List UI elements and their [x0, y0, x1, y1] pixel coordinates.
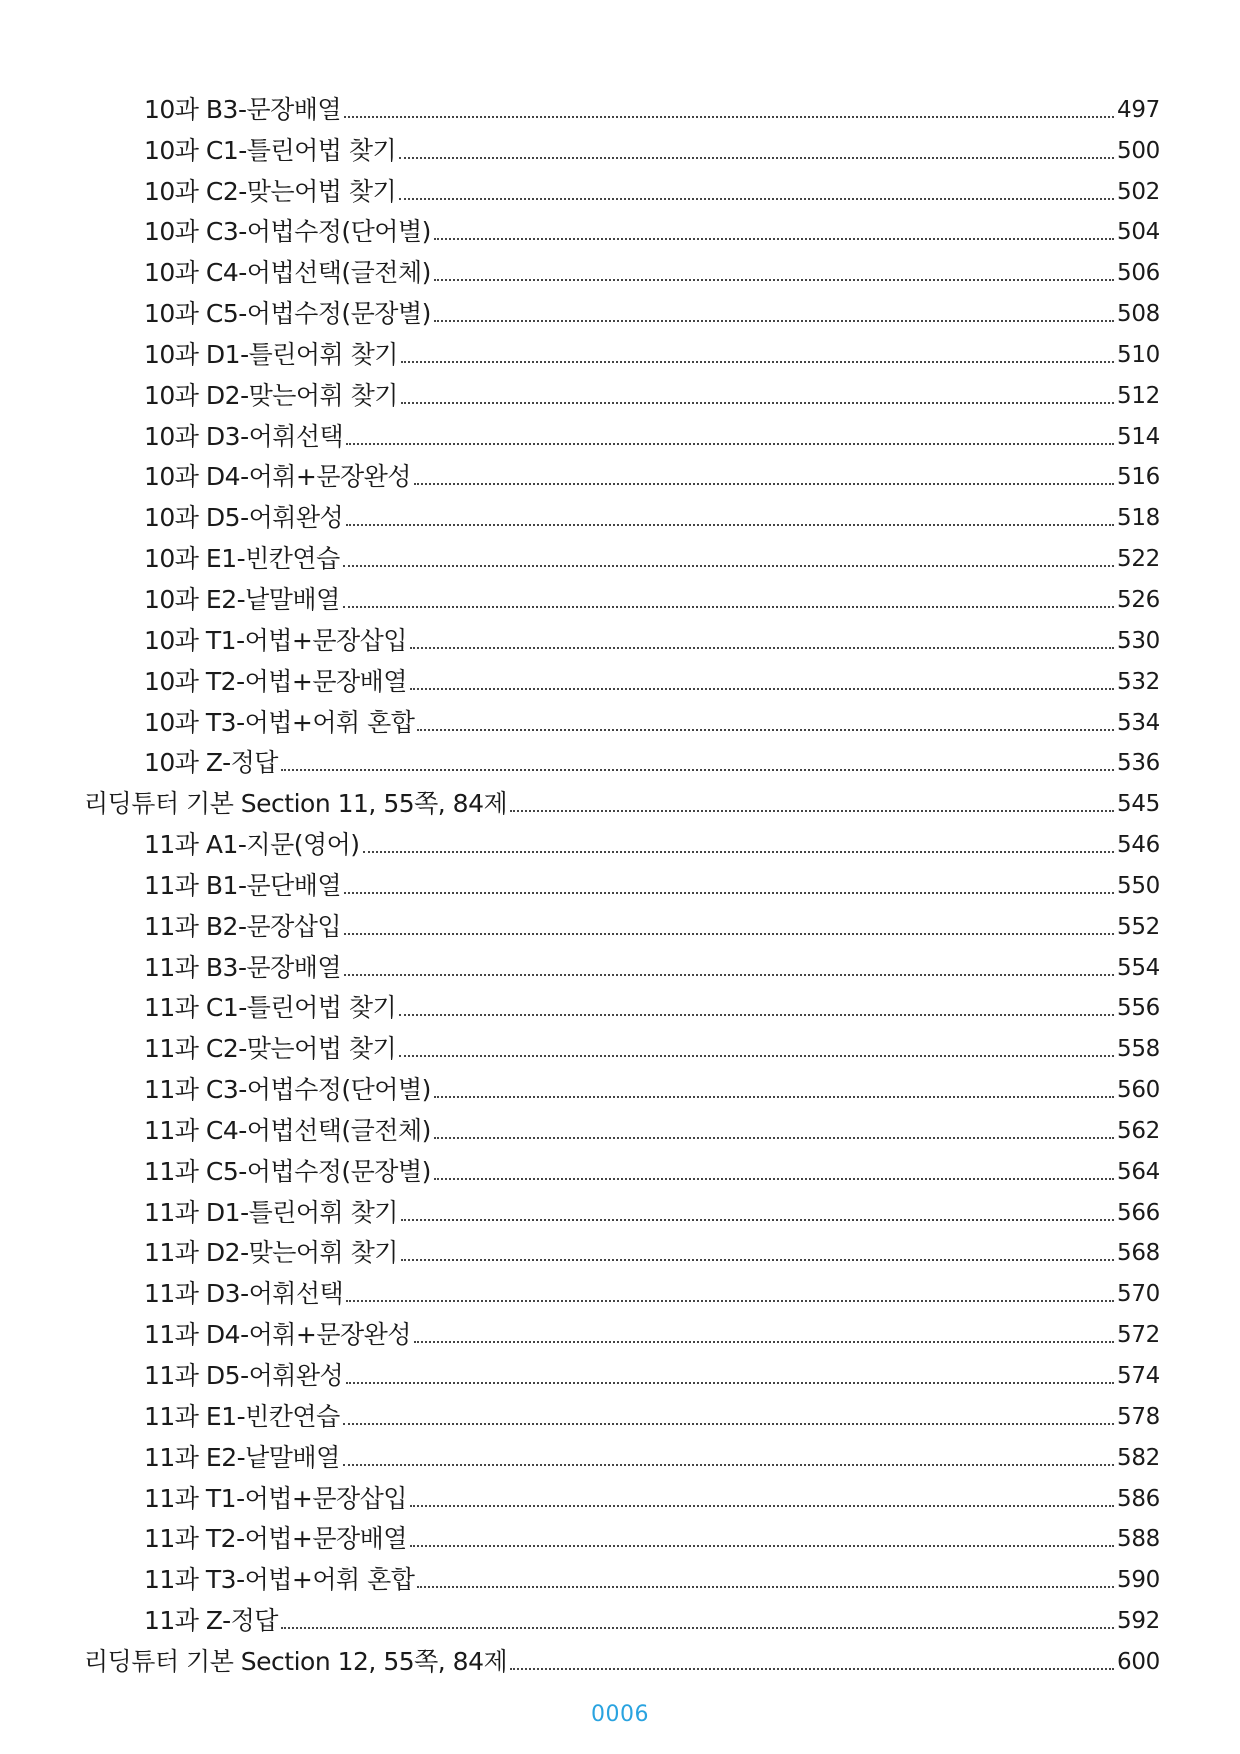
toc-entry-title: 11과 E1-빈칸연습 [144, 1401, 340, 1431]
toc-entry-page-number: 550 [1117, 872, 1160, 899]
toc-dot-leader [410, 1545, 1114, 1547]
toc-entry-page-number: 558 [1117, 1036, 1160, 1063]
toc-lesson-entry[interactable] [0, 574, 1240, 615]
toc-entry-title: 11과 Z-정답 [144, 1606, 278, 1636]
toc-lesson-entry[interactable] [0, 1432, 1240, 1473]
toc-dot-leader [343, 565, 1114, 567]
toc-entry-title: 11과 A1-지문(영어) [144, 830, 360, 860]
toc-entry-page-number: 497 [1117, 96, 1160, 123]
toc-entry-page-number: 600 [1117, 1648, 1160, 1675]
toc-dot-leader [281, 1627, 1114, 1629]
toc-lesson-entry[interactable] [0, 615, 1240, 656]
toc-entry-page-number: 506 [1117, 260, 1160, 287]
toc-entry-page-number: 586 [1117, 1485, 1160, 1512]
toc-section-entry[interactable] [0, 1636, 1240, 1677]
toc-entry-page-number: 504 [1117, 219, 1160, 246]
toc-dot-leader [343, 1464, 1114, 1466]
toc-entry-title: 10과 D1-틀린어휘 찾기 [144, 339, 398, 369]
toc-entry-title: 10과 C3-어법수정(단어별) [144, 217, 431, 247]
toc-dot-leader [401, 1259, 1114, 1261]
toc-dot-leader [434, 1096, 1114, 1098]
toc-entry-title: 11과 C4-어법선택(글전체) [144, 1115, 431, 1145]
toc-entry-page-number: 570 [1117, 1281, 1160, 1308]
toc-entry-page-number: 545 [1117, 791, 1160, 818]
toc-entry-title: 11과 D1-틀린어휘 찾기 [144, 1197, 398, 1227]
toc-lesson-entry[interactable] [0, 1514, 1240, 1555]
toc-dot-leader [344, 933, 1114, 935]
toc-entry-page-number: 564 [1117, 1158, 1160, 1185]
toc-dot-leader [401, 1219, 1114, 1221]
toc-lesson-entry[interactable] [0, 1187, 1240, 1228]
toc-dot-leader [410, 647, 1114, 649]
toc-lesson-entry[interactable] [0, 207, 1240, 248]
toc-lesson-entry[interactable] [0, 1105, 1240, 1146]
toc-lesson-entry[interactable] [0, 166, 1240, 207]
toc-lesson-entry[interactable] [0, 452, 1240, 493]
toc-entry-title: 11과 D3-어휘선택 [144, 1279, 344, 1309]
toc-entry-page-number: 510 [1117, 341, 1160, 368]
toc-lesson-entry[interactable] [0, 1391, 1240, 1432]
toc-dot-leader [414, 1341, 1114, 1343]
toc-entry-page-number: 568 [1117, 1240, 1160, 1267]
toc-dot-leader [344, 974, 1114, 976]
toc-entry-page-number: 578 [1117, 1403, 1160, 1430]
toc-entry-page-number: 566 [1117, 1199, 1160, 1226]
toc-entry-page-number: 532 [1117, 668, 1160, 695]
toc-entry-title: 11과 T1-어법+문장삽입 [144, 1483, 407, 1513]
toc-lesson-entry[interactable] [0, 1064, 1240, 1105]
toc-entry-title: 10과 C4-어법선택(글전체) [144, 258, 431, 288]
toc-entry-page-number: 552 [1117, 913, 1160, 940]
toc-entry-page-number: 536 [1117, 750, 1160, 777]
toc-lesson-entry[interactable] [0, 84, 1240, 125]
toc-entry-page-number: 592 [1117, 1608, 1160, 1635]
toc-dot-leader [434, 279, 1114, 281]
toc-lesson-entry[interactable] [0, 247, 1240, 288]
toc-dot-leader [346, 443, 1114, 445]
toc-entry-page-number: 502 [1117, 178, 1160, 205]
toc-dot-leader [346, 1300, 1114, 1302]
toc-entry-title: 11과 D5-어휘완성 [144, 1361, 344, 1390]
toc-entry-title: 리딩튜터 기본 Section 11, 55쪽, 84제 [84, 789, 508, 819]
toc-lesson-entry[interactable] [0, 288, 1240, 329]
toc-lesson-entry[interactable] [0, 1309, 1240, 1350]
toc-entry-title: 10과 C2-맞는어법 찾기 [144, 176, 397, 206]
toc-dot-leader [344, 116, 1114, 118]
toc-dot-leader [346, 524, 1114, 526]
toc-entry-page-number: 508 [1117, 301, 1160, 328]
toc-entry-title: 10과 C1-틀린어법 찾기 [144, 135, 397, 165]
toc-entry-title: 10과 D2-맞는어휘 찾기 [144, 380, 398, 410]
toc-entry-title: 10과 T3-어법+어휘 혼합 [144, 707, 415, 737]
toc-entry-title: 11과 C5-어법수정(문장별) [144, 1156, 431, 1186]
toc-lesson-entry[interactable] [0, 329, 1240, 370]
toc-dot-leader [399, 1014, 1114, 1016]
toc-dot-leader [434, 320, 1114, 322]
toc-entry-title: 11과 B3-문장배열 [144, 952, 342, 982]
toc-dot-leader [410, 688, 1114, 690]
toc-entry-page-number: 516 [1117, 464, 1160, 491]
toc-lesson-entry[interactable] [0, 1268, 1240, 1309]
toc-dot-leader [401, 402, 1114, 404]
toc-lesson-entry[interactable] [0, 656, 1240, 697]
toc-dot-leader [510, 810, 1114, 812]
toc-lesson-entry[interactable] [0, 1350, 1240, 1391]
toc-entry-title: 10과 B3-문장배열 [144, 94, 342, 124]
toc-lesson-entry[interactable] [0, 860, 1240, 901]
toc-dot-leader [343, 1423, 1114, 1425]
toc-lesson-entry[interactable] [0, 942, 1240, 983]
toc-entry-title: 10과 D4-어휘+문장완성 [144, 462, 411, 492]
toc-entry-title: 11과 C1-틀린어법 찾기 [144, 993, 397, 1023]
toc-entry-page-number: 522 [1117, 546, 1160, 573]
toc-entry-page-number: 546 [1117, 832, 1160, 859]
toc-entry-title: 10과 D5-어휘완성 [144, 503, 344, 533]
toc-dot-leader [417, 729, 1114, 731]
toc-entry-page-number: 514 [1117, 423, 1160, 450]
toc-dot-leader [346, 1382, 1114, 1384]
toc-dot-leader [434, 1137, 1114, 1139]
toc-entry-title: 10과 E1-빈칸연습 [144, 544, 340, 574]
toc-entry-page-number: 518 [1117, 505, 1160, 532]
toc-entry-title: 10과 D3-어휘선택 [144, 421, 344, 451]
toc-entry-page-number: 530 [1117, 627, 1160, 654]
toc-entry-title: 10과 C5-어법수정(문장별) [144, 299, 431, 329]
toc-dot-leader [434, 238, 1114, 240]
toc-entry-title: 10과 E2-낱말배열 [144, 584, 340, 614]
toc-lesson-entry[interactable] [0, 819, 1240, 860]
toc-entry-title: 11과 T2-어법+문장배열 [144, 1524, 407, 1554]
toc-entry-title: 11과 E2-낱말배열 [144, 1442, 340, 1472]
toc-entry-page-number: 534 [1117, 709, 1160, 736]
toc-entry-page-number: 560 [1117, 1077, 1160, 1104]
toc-lesson-entry[interactable] [0, 125, 1240, 166]
toc-lesson-entry[interactable] [0, 738, 1240, 779]
toc-lesson-entry[interactable] [0, 492, 1240, 533]
toc-dot-leader [399, 198, 1114, 200]
toc-entry-title: 11과 B1-문단배열 [144, 870, 342, 900]
toc-lesson-entry[interactable] [0, 411, 1240, 452]
toc-lesson-entry[interactable] [0, 1228, 1240, 1269]
toc-entry-page-number: 500 [1117, 137, 1160, 164]
toc-dot-leader [281, 769, 1114, 771]
toc-lesson-entry[interactable] [0, 1473, 1240, 1514]
toc-lesson-entry[interactable] [0, 1146, 1240, 1187]
toc-section-entry[interactable] [0, 778, 1240, 819]
toc-entry-title: 11과 B2-문장삽입 [144, 911, 342, 941]
toc-dot-leader [399, 1055, 1114, 1057]
toc-dot-leader [399, 157, 1114, 159]
toc-entry-page-number: 574 [1117, 1363, 1160, 1389]
toc-entry-title: 11과 T3-어법+어휘 혼합 [144, 1565, 415, 1595]
toc-lesson-entry[interactable] [0, 533, 1240, 574]
toc-entry-title: 11과 D2-맞는어휘 찾기 [144, 1238, 398, 1268]
toc-lesson-entry[interactable] [0, 983, 1240, 1024]
toc-dot-leader [417, 1586, 1114, 1588]
toc-entry-title: 10과 Z-정답 [144, 748, 278, 778]
table-of-contents [0, 84, 1240, 1677]
toc-dot-leader [414, 483, 1114, 485]
toc-entry-page-number: 590 [1117, 1567, 1160, 1594]
toc-dot-leader [401, 361, 1114, 363]
toc-dot-leader [344, 892, 1114, 894]
toc-entry-title: 10과 T1-어법+문장삽입 [144, 625, 407, 655]
toc-entry-page-number: 572 [1117, 1322, 1160, 1349]
toc-entry-title: 11과 C2-맞는어법 찾기 [144, 1034, 397, 1064]
toc-entry-page-number: 554 [1117, 954, 1160, 981]
toc-entry-page-number: 588 [1117, 1526, 1160, 1553]
toc-entry-title: 10과 T2-어법+문장배열 [144, 666, 407, 696]
toc-dot-leader [410, 1505, 1114, 1507]
toc-entry-title: 11과 C3-어법수정(단어별) [144, 1075, 431, 1105]
toc-dot-leader [510, 1668, 1114, 1670]
toc-lesson-entry[interactable] [0, 697, 1240, 738]
toc-lesson-entry[interactable] [0, 1023, 1240, 1064]
toc-entry-title: 리딩튜터 기본 Section 12, 55쪽, 84제 [84, 1646, 508, 1676]
toc-entry-page-number: 562 [1117, 1117, 1160, 1144]
toc-lesson-entry[interactable] [0, 1595, 1240, 1636]
page-number: 0006 [591, 1702, 649, 1727]
toc-lesson-entry[interactable] [0, 901, 1240, 942]
toc-entry-page-number: 556 [1117, 995, 1160, 1022]
toc-dot-leader [434, 1178, 1114, 1180]
toc-entry-page-number: 582 [1117, 1444, 1160, 1471]
toc-entry-page-number: 526 [1117, 586, 1160, 613]
toc-entry-title: 11과 D4-어휘+문장완성 [144, 1320, 411, 1350]
toc-entry-page-number: 512 [1117, 382, 1160, 409]
toc-dot-leader [343, 606, 1114, 608]
toc-lesson-entry[interactable] [0, 370, 1240, 411]
toc-lesson-entry[interactable] [0, 1554, 1240, 1595]
toc-dot-leader [363, 851, 1114, 853]
